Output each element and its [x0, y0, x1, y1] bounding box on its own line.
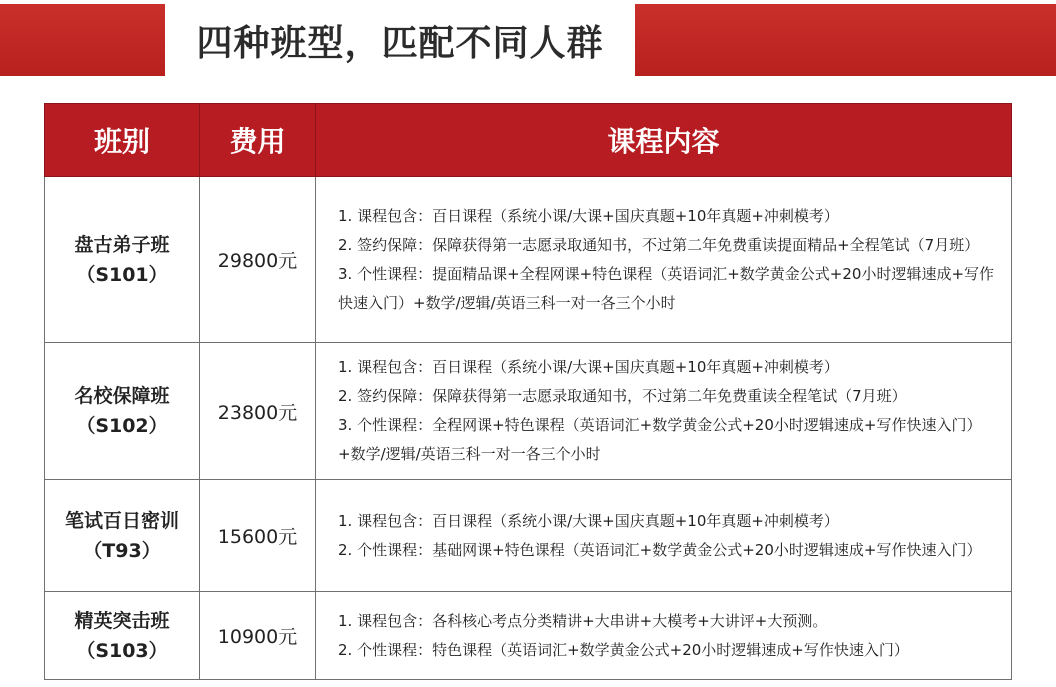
table-header-row	[45, 104, 1012, 177]
content-line: 2. 签约保障：保障获得第一志愿录取通知书，不过第二年免费重读提面精品+全程笔试（7月班）	[338, 235, 980, 254]
fee-cell: 10900元	[200, 592, 316, 680]
content-line: 3. 个性课程：提面精品课+全程网课+特色课程（英语词汇+数学黄金公式+20小时逻辑速成+写作快速入门）+数学/逻辑/英语三科一对一各三个小时	[338, 264, 995, 312]
class-code: （T93）	[83, 539, 161, 562]
class-name: 笔试百日密训	[64, 509, 179, 532]
class-name: 盘古弟子班	[74, 233, 170, 256]
class-name-cell	[45, 177, 200, 343]
fee-cell: 23800元	[200, 343, 316, 480]
fee-cell: 29800元	[200, 177, 316, 343]
table-row	[45, 343, 1012, 480]
content-line: 1. 课程包含：百日课程（系统小课/大课+国庆真题+10年真题+冲刺模考）	[338, 358, 839, 376]
column-header-fee: 费用	[200, 104, 316, 177]
content-cell	[316, 480, 1012, 592]
class-name-cell	[45, 592, 200, 680]
column-header-class: 班别	[45, 104, 200, 177]
class-name-cell	[45, 480, 200, 592]
content-line: 2. 个性课程：基础网课+特色课程（英语词汇+数学黄金公式+20小时逻辑速成+写作快速入门）	[338, 540, 982, 559]
content-line: 1. 课程包含：百日课程（系统小课/大课+国庆真题+10年真题+冲刺模考）	[338, 206, 839, 225]
table-row	[45, 177, 1012, 343]
course-table	[44, 103, 1012, 680]
content-line: 3. 个性课程：全程网课+特色课程（英语词汇+数学黄金公式+20小时逻辑速成+写作快速入门）+数学/逻辑/英语三科一对一各三个小时	[338, 416, 982, 463]
class-name: 精英突击班	[74, 609, 170, 632]
content-line: 2. 签约保障：保障获得第一志愿录取通知书，不过第二年免费重读全程笔试（7月班）	[338, 387, 907, 405]
table-row	[45, 480, 1012, 592]
class-code: （S103）	[76, 639, 168, 662]
content-cell	[316, 343, 1012, 480]
header	[0, 0, 1056, 80]
class-code: （S102）	[76, 415, 168, 437]
header-decor-right	[635, 4, 1056, 76]
page-title: 四种班型，匹配不同人群	[196, 22, 604, 64]
table-row	[45, 592, 1012, 680]
column-header-content: 课程内容	[316, 104, 1012, 177]
class-name: 名校保障班	[74, 385, 170, 407]
header-decor-left	[0, 4, 165, 76]
class-name-cell	[45, 343, 200, 480]
content-cell	[316, 592, 1012, 680]
fee-cell: 15600元	[200, 480, 316, 592]
content-line: 1. 课程包含：百日课程（系统小课/大课+国庆真题+10年真题+冲刺模考）	[338, 511, 839, 530]
class-code: （S101）	[76, 263, 168, 286]
content-line: 2. 个性课程：特色课程（英语词汇+数学黄金公式+20小时逻辑速成+写作快速入门）	[338, 640, 909, 659]
content-line: 1. 课程包含：各科核心考点分类精讲+大串讲+大模考+大讲评+大预测。	[338, 611, 828, 630]
content-cell	[316, 177, 1012, 343]
